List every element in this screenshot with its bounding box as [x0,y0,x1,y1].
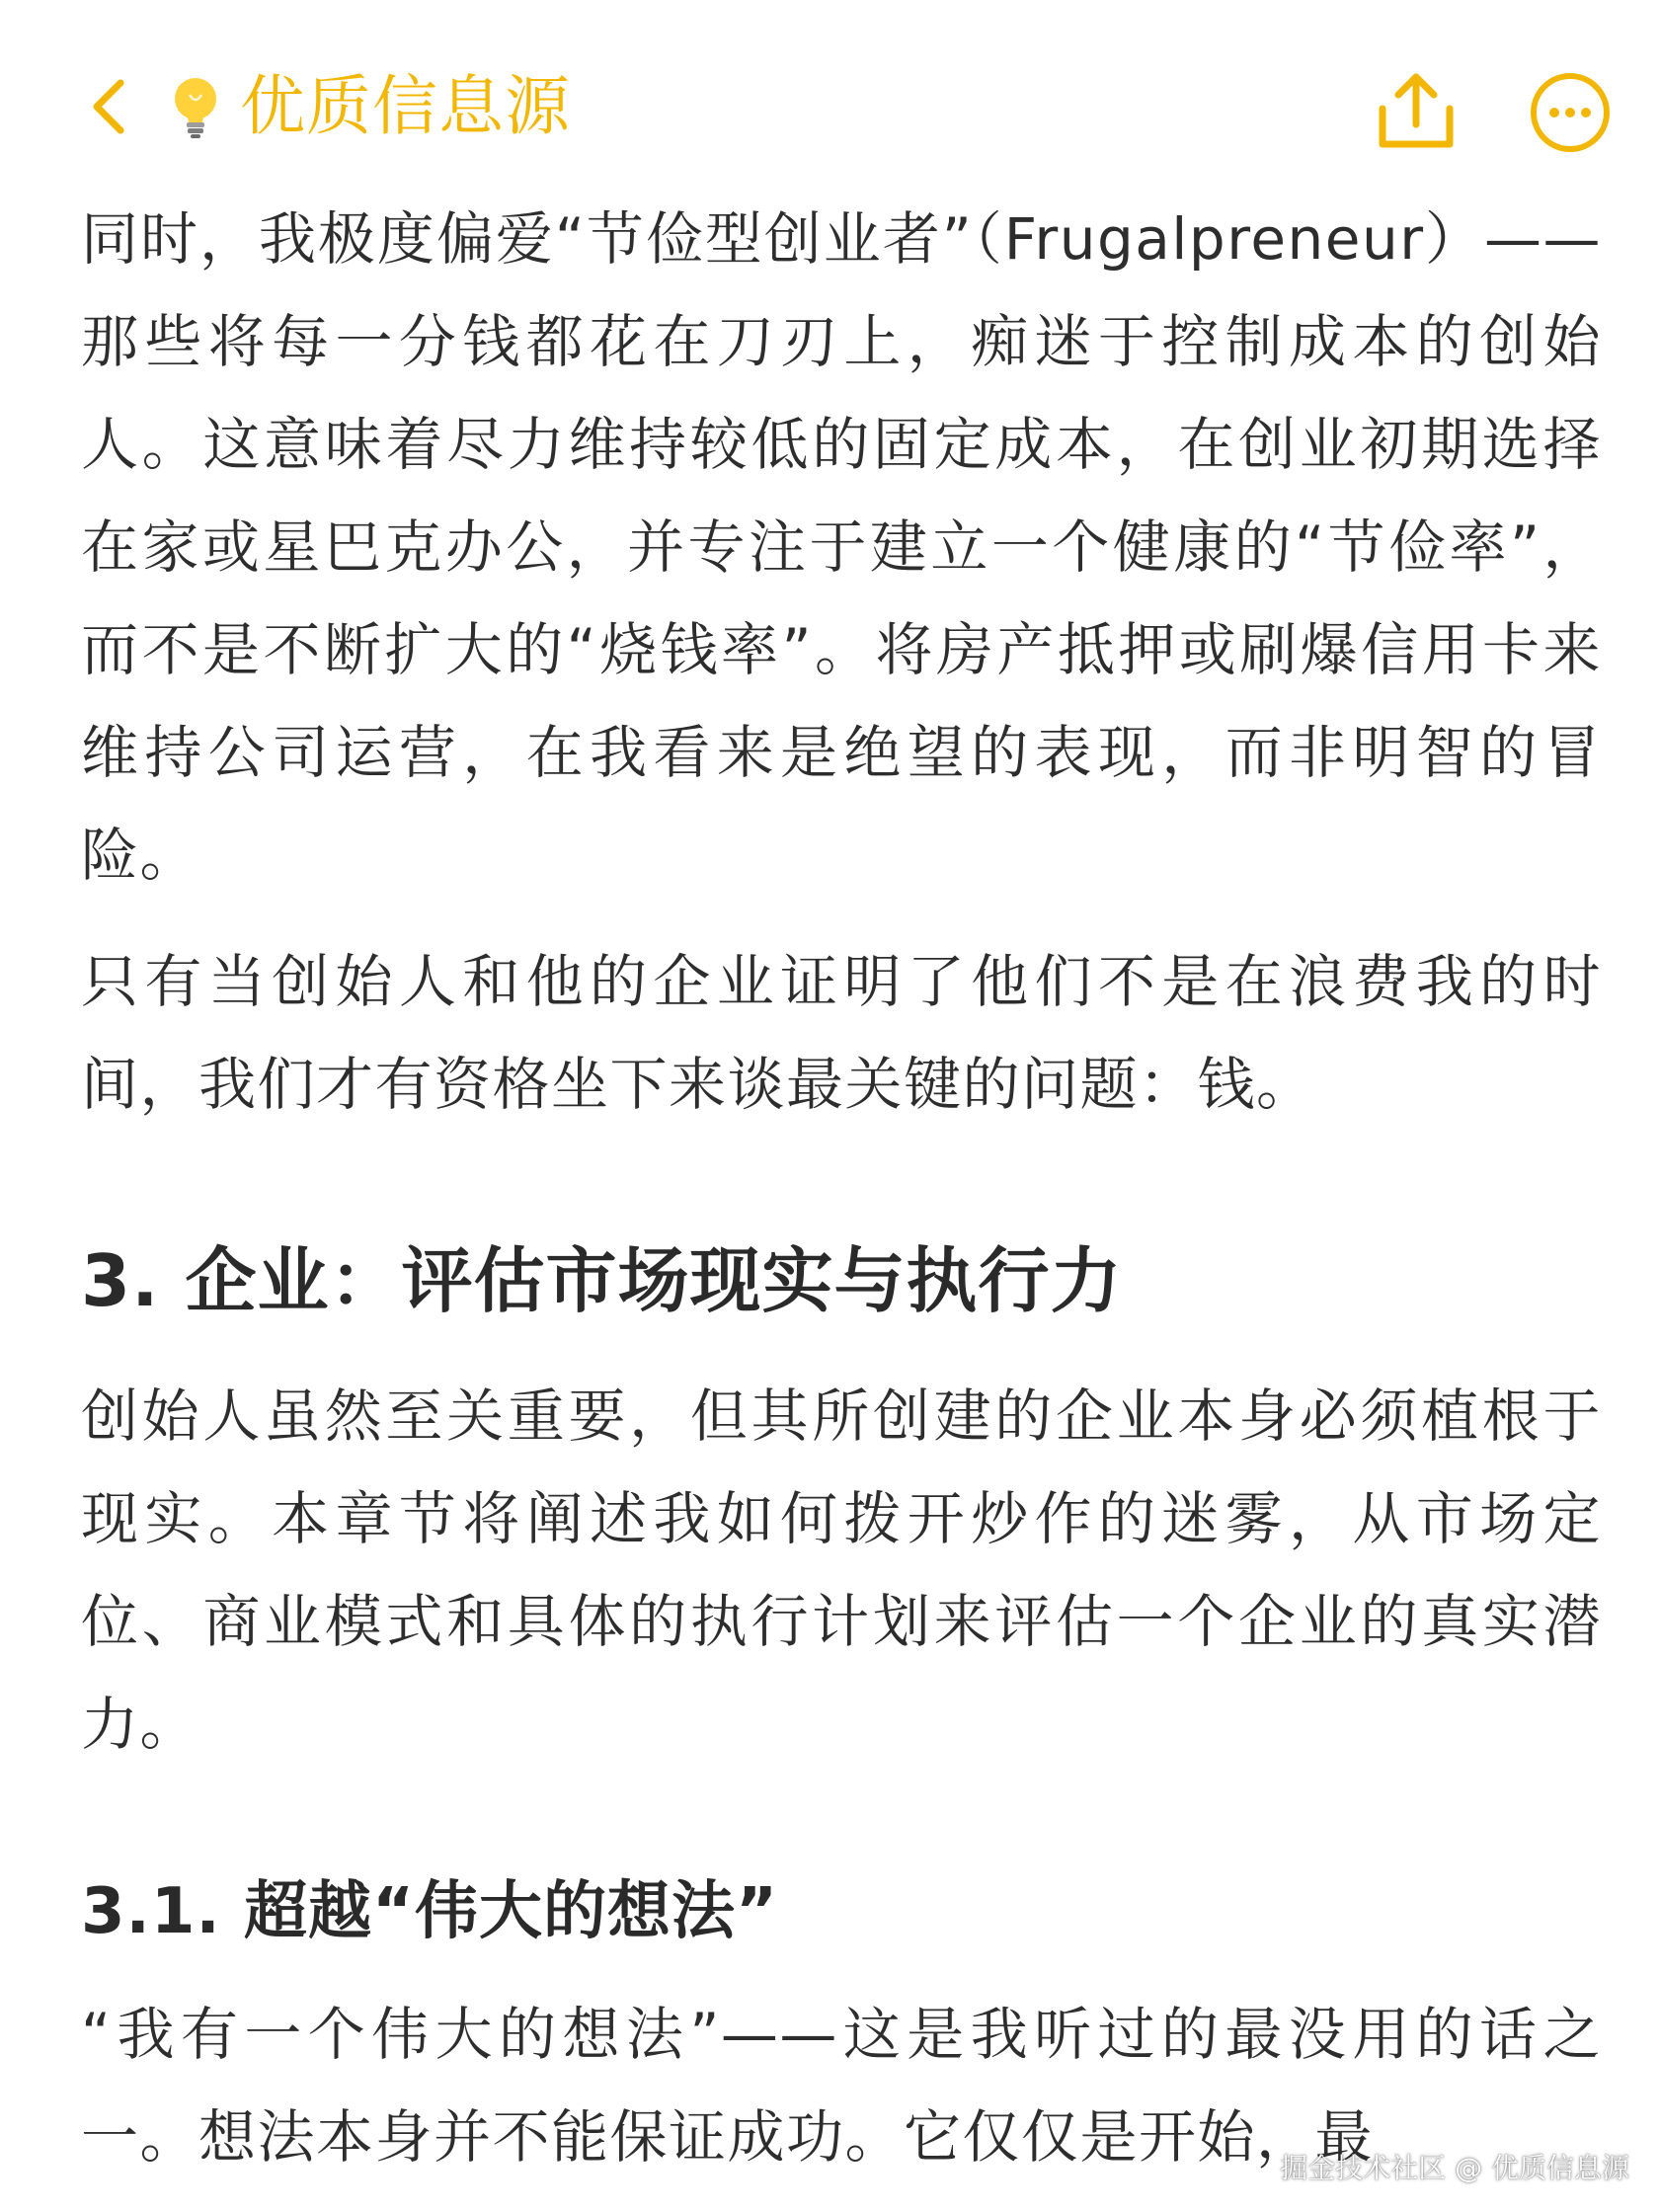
subsection-heading: 3.1. 超越“伟大的想法” [81,1875,779,1948]
more-horizontal-icon[interactable] [1529,71,1612,154]
paragraph: 同时，我极度偏爱“节俭型创业者”（Frugalpreneur）——那些将每一分钱都花在刀刃上，痴迷于控制成本的创始人。这意味着尽力维持较低的固定成本，在创业初期选择在家或星巴克办公，并专注于建立一个健康的“节俭率”，而不是不断扩大的“烧钱率”。将房产抵押或刷爆信用卡来维持公司运营，在我看来是绝望的表现，而非明智的冒险。 [81,205,1602,889]
paragraph: 创始人虽然至关重要，但其所创建的企业本身必须植根于现实。本章节将阐述我如何拨开炒作的迷雾，从市场定位、商业模式和具体的执行计划来评估一个企业的真实潜力。 [81,1382,1602,1758]
share-upload-icon[interactable] [1375,69,1458,152]
paragraph: “我有一个伟大的想法”——这是我听过的最没用的话之一。想法本身并不能保证成功。它仅仅是开始，最 [81,2001,1602,2171]
watermark: 掘金技术社区 @ 优质信息源 [1280,2152,1629,2184]
page-title: 优质信息源 [240,68,571,144]
chevron-left-icon[interactable] [81,77,140,136]
paragraph: 只有当创始人和他的企业证明了他们不是在浪费我的时间，我们才有资格坐下来谈最关键的问题：钱。 [81,948,1602,1118]
top-navigation-bar [0,0,1659,188]
article-body [81,188,1602,2188]
lightbulb-icon [168,75,223,140]
section-heading: 3. 企业：评估市场现实与执行力 [81,1239,1123,1322]
